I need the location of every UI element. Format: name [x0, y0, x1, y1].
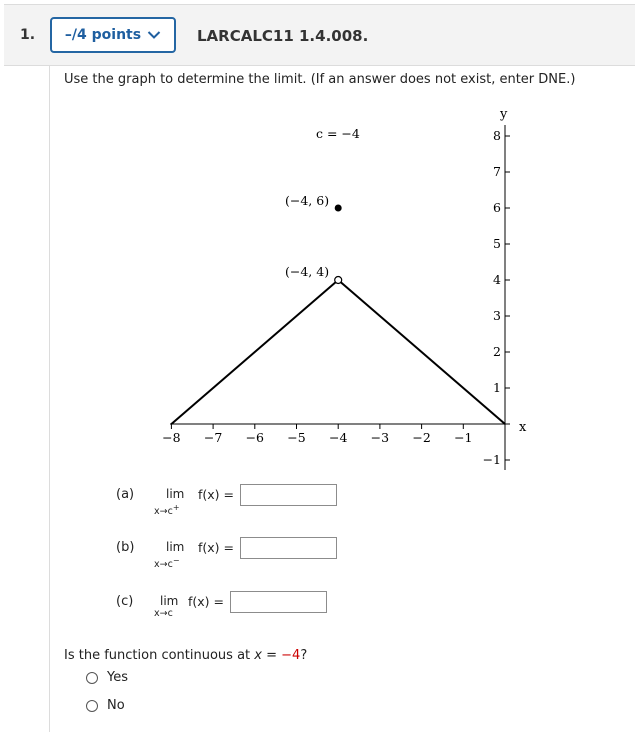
radio-no[interactable]: [86, 700, 98, 712]
y-tick-label: 2: [493, 344, 501, 359]
function-label: f(x) =: [188, 594, 224, 609]
y-tick-label: 7: [493, 164, 501, 179]
instruction-text: Use the graph to determine the limit. (If an answer does not exist, enter DNE.): [64, 72, 576, 87]
option-yes[interactable]: [86, 670, 128, 685]
continuity-suffix: ?: [300, 648, 308, 663]
lim-subscript: x→c: [154, 506, 173, 518]
x-axis-label: x: [519, 420, 527, 435]
part-a: [116, 487, 376, 527]
graph-line-segment-2: [338, 280, 505, 424]
answer-a-input[interactable]: [240, 484, 337, 506]
y-tick-label: 4: [493, 272, 501, 287]
x-tick-label: −8: [162, 430, 181, 445]
continuity-equals: =: [261, 648, 282, 663]
part-c: [116, 594, 376, 634]
question-id: LARCALC11 1.4.008.: [197, 27, 369, 45]
continuity-value: −4: [281, 648, 301, 663]
option-no-label: No: [107, 698, 125, 713]
open-point-label: (−4, 4): [285, 264, 330, 279]
option-yes-label: Yes: [107, 670, 128, 685]
lim-direction: −: [172, 556, 180, 565]
y-tick-label: 3: [493, 308, 501, 323]
x-tick-label: −1: [454, 430, 473, 445]
question-number: 1.: [20, 27, 36, 43]
lim-subscript: x→c: [154, 608, 173, 619]
c-value-label: c = −4: [316, 126, 360, 141]
x-tick-label: −5: [287, 430, 306, 445]
lim-word: lim: [166, 487, 185, 501]
continuity-prefix: Is the function continuous at: [64, 648, 255, 663]
x-tick-label: −4: [328, 430, 348, 445]
lim-subscript: x→c: [154, 559, 173, 571]
filled-point-label: (−4, 6): [285, 193, 330, 208]
points-label: –/4 points: [64, 27, 142, 43]
continuity-variable: x: [254, 648, 262, 663]
function-label: f(x) =: [198, 540, 234, 555]
part-a-label: (a): [116, 487, 135, 502]
answer-b-input[interactable]: [240, 537, 337, 559]
x-tick-label: −3: [370, 430, 390, 445]
x-tick-label: −7: [203, 430, 223, 445]
function-label: f(x) =: [198, 487, 234, 502]
answer-c-input[interactable]: [230, 591, 327, 613]
lim-word: lim: [160, 594, 179, 608]
part-b: [116, 540, 376, 580]
graph-line-segment-1: [171, 280, 338, 424]
y-tick-label: 8: [493, 128, 501, 143]
y-tick-label: 1: [493, 380, 501, 395]
lim-direction: +: [172, 503, 180, 512]
part-b-label: (b): [116, 540, 135, 555]
filled-point: [335, 205, 342, 212]
lim-word: lim: [166, 540, 185, 554]
part-c-label: (c): [116, 594, 134, 609]
y-axis-label: y: [500, 107, 508, 122]
x-tick-label: −2: [412, 430, 431, 445]
open-point: [335, 277, 342, 284]
radio-yes[interactable]: [86, 672, 98, 684]
y-tick-label: 6: [493, 200, 501, 215]
continuity-question: [64, 648, 307, 663]
x-tick-label: −6: [245, 430, 265, 445]
y-tick-label: −1: [482, 452, 501, 467]
option-no[interactable]: [86, 698, 125, 713]
y-tick-label: 5: [493, 236, 501, 251]
